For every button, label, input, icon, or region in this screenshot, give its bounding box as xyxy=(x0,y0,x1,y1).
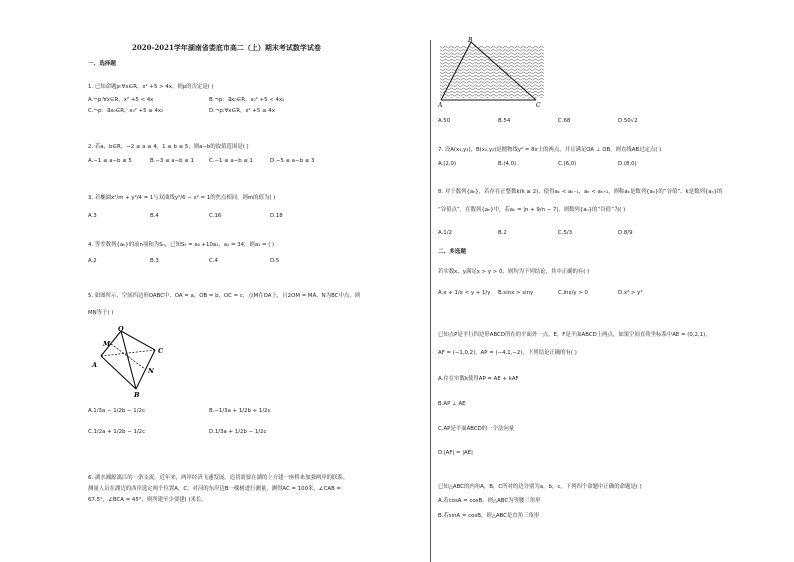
q5-option-d: D.1/3a + 1/2b − 1/2c xyxy=(209,429,267,435)
question-6-line-3: 67.5°，∠BCA = 45°，则所建至少要建( )米长。 xyxy=(88,497,207,503)
q9-option-a: A.x + 1/x < y + 1/y xyxy=(438,290,491,296)
question-3: 3. 若椭圆x²/m + y²/4 = 1与双曲线y²/6 − x² = 1的焦点相同，则m的值为( ) xyxy=(88,195,276,201)
column-divider xyxy=(430,40,431,562)
left-column xyxy=(88,0,424,562)
q8-option-c: C.5/3 xyxy=(558,230,573,236)
q9-option-d: D.x³ > y³ xyxy=(618,290,643,296)
question-10-line-2: AF = (−1,0,2)，AP = (−4,1,−2)，下列结论正确的有( ) xyxy=(438,350,577,356)
q9-option-c: C.lnx/y > 0 xyxy=(558,290,588,296)
question-1: 1. 已知命题p:∀x∈R，x² +5 > 4x，则p的否定是( ) xyxy=(88,84,214,90)
q11-option-b: B.若sinA = cosB，则△ABC是直角三角形 xyxy=(438,513,540,519)
q6-option-a: A.50 xyxy=(438,118,451,124)
q10-option-d: D.|AF| = |AE| xyxy=(438,450,473,456)
q8-option-a: A.1/2 xyxy=(438,230,452,236)
q3-option-c: C.16 xyxy=(209,213,222,219)
q4-option-d: D.5 xyxy=(270,258,280,264)
tetrahedron-figure xyxy=(88,325,168,400)
q6-option-d: D.50√2 xyxy=(618,118,638,124)
q5-option-a: A.1/3a − 1/2b − 1/2c xyxy=(88,408,145,414)
q7-option-d: D.(8,0) xyxy=(618,161,637,167)
river-triangle-figure xyxy=(438,36,548,108)
q8-option-b: B.2 xyxy=(498,230,507,236)
q4-option-b: B.3 xyxy=(150,258,159,264)
label-b-top: B xyxy=(468,37,473,44)
q7-option-c: C.(6,0) xyxy=(558,161,577,167)
question-11: 已知△ABC的内角A，B，C所对的边分别为a，b，c，下列四个命题中正确的命题是( ) xyxy=(438,484,642,490)
q7-option-a: A.(2,0) xyxy=(438,161,457,167)
section-heading-choice: 一、选择题 xyxy=(88,61,116,67)
q2-option-a: A.−1 ≤ a−b ≤ 5 xyxy=(88,158,132,164)
question-8-line-1: 8. 对于数列{aₙ}，若存在正整数k(k ≥ 2)，使得aₖ < aₖ₋₁，aₖ < aₖ₊₁，则称aₖ是数列{aₙ}的“谷值”，k是数列{aₙ}的 xyxy=(438,189,723,195)
q5-option-b: B.−1/3a + 1/2b + 1/2c xyxy=(209,408,271,414)
question-10-line-1: 已知点P是平行四边形ABCD所在的平面外一点，E，F是平面ABCD上两点，如果空间直角坐标系中AE = (0,2,1)， xyxy=(438,332,711,338)
label-o: O xyxy=(118,325,124,333)
question-9: 若实数x，y满足x > y > 0，则均为下列结论，其中正确的有( ) xyxy=(438,269,590,275)
question-5-line-2: MN等于( ) xyxy=(88,310,114,316)
q1-option-d: D.¬p:∀x∈R，x² +5 ≤ 4x xyxy=(209,108,275,114)
q8-option-d: D.8/9 xyxy=(618,230,633,236)
section-heading-multi: 二、多选题 xyxy=(438,249,466,255)
q4-option-c: C.4 xyxy=(209,258,218,264)
q1-option-a: A.¬p:∀x∈R，x² +5 < 4x xyxy=(88,97,154,103)
question-4: 4. 等差数列{aₙ}的前n项和为Sₙ，已知S₅ = a₃ +10a₁，a₅ = 34，则a₁ = ( ) xyxy=(88,242,275,248)
question-7: 7. 设A(x₁,y₁)，B(x₂,y₂)是抛物线y² = 8x上的两点，并且满足OA ⊥ OB，则直线AB过定点( ) xyxy=(438,147,662,153)
question-2: 2. 若a，b∈R，−2 ≤ a ≤ 4，1 ≤ b ≤ 5，则a−b的取值范围是( ) xyxy=(88,144,249,150)
q3-option-d: D.18 xyxy=(270,213,283,219)
q2-option-d: D.−5 ≤ a−b ≤ 3 xyxy=(270,158,315,164)
q6-option-c: C.68 xyxy=(558,118,571,124)
question-5-line-1: 5. 如图所示，空间四边形OABC中，OA = a，OB = b，OC = c，点M在OA上，且2OM = MA，N为BC中点，则 xyxy=(88,293,361,299)
label-a-bottom: A xyxy=(438,102,443,108)
q2-option-b: B.−3 ≤ a−b ≤ 1 xyxy=(150,158,194,164)
q1-option-c: C.¬p：∃x₀∈R，x₀² +5 ≤ 4x₀ xyxy=(88,108,164,114)
question-8-line-2: “谷值点”，在数列{aₙ}中，若aₙ = |n + 9/n − 7|，则数列{aₙ}的“谷值”为( ) xyxy=(438,207,626,213)
q6-option-b: B.54 xyxy=(498,118,511,124)
q2-option-c: C.−1 ≤ a−b ≤ 1 xyxy=(209,158,253,164)
q1-option-b: B.¬p：∃x₀∈R，x₀² +5 < 4x₀ xyxy=(209,97,285,103)
label-c: C xyxy=(158,347,164,355)
q9-option-b: B.sinx > siny xyxy=(498,290,534,296)
q5-option-c: C.1/2a + 1/2b − 1/2c xyxy=(88,429,146,435)
q3-option-b: B.4 xyxy=(150,213,159,219)
exam-title: 2020-2021学年湖南省娄底市高二（上）期末考试数学试卷 xyxy=(132,43,321,52)
q10-option-c: C.AP是平面ABCD的一个法向量 xyxy=(438,426,515,432)
label-c-bottom: C xyxy=(536,102,541,108)
label-b: B xyxy=(134,391,140,399)
label-n: N xyxy=(148,367,154,375)
q10-option-b: B.AP ⊥ AE xyxy=(438,401,466,407)
question-6-line-1: 6. 湖水湘源漓江的一条支流，近年来，两岸经济飞速发展，追切需要在湖的上方建一座桥来加强两岸的联系。 xyxy=(88,475,349,481)
q7-option-b: B.(4,0) xyxy=(498,161,517,167)
question-6-line-2: 测量人员在湖边的西岸选定两个位置A，C，对河的东岸边B一棵树进行测量，测得AC = 100米，∠CAB = xyxy=(88,486,342,492)
label-a: A xyxy=(92,361,98,369)
q3-option-a: A.3 xyxy=(88,213,97,219)
right-column xyxy=(438,0,776,562)
q11-option-a: A.若cosA = cosB，则△ABC为等腰三角形 xyxy=(438,498,541,504)
q10-option-a: A.存在实数k使得AP = AE + kAF xyxy=(438,376,519,382)
label-m: M xyxy=(103,340,111,348)
q4-option-a: A.2 xyxy=(88,258,97,264)
